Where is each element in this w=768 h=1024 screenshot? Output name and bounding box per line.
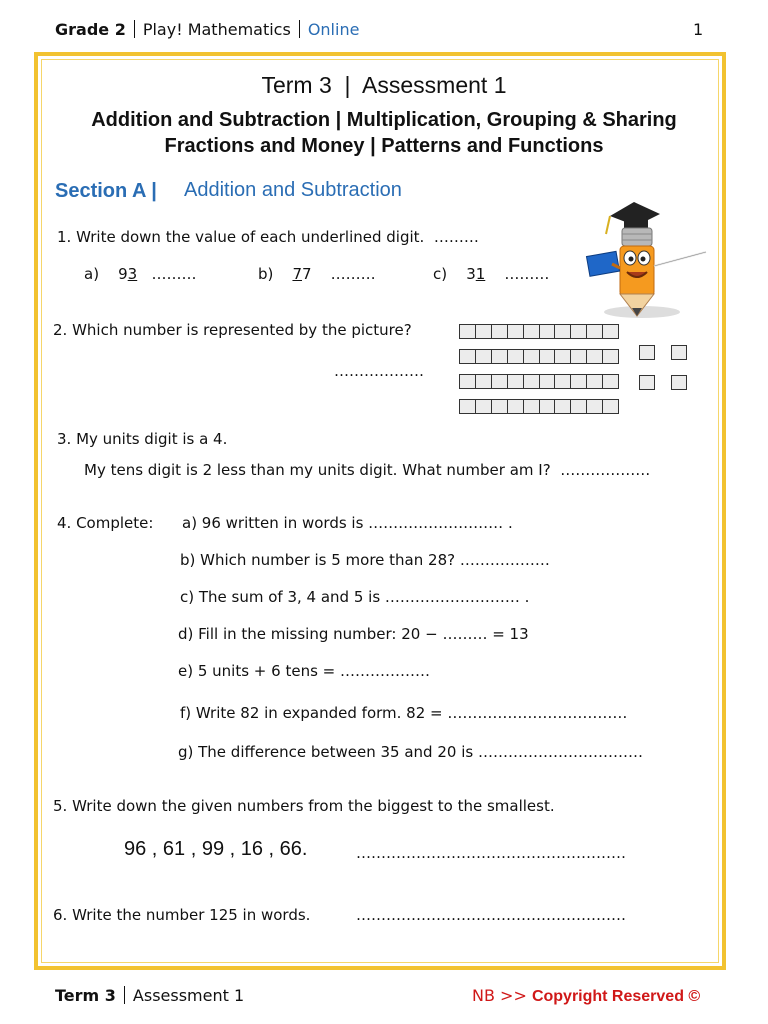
underlined-digit: 1	[475, 265, 486, 283]
question-6-prompt: 6. Write the number 125 in words.	[53, 906, 311, 924]
question-3-blank[interactable]: ………………	[560, 461, 651, 479]
copyright-notice	[472, 986, 700, 1006]
question-6-blank[interactable]: ………………………………………………	[356, 906, 626, 924]
question-4c[interactable]: c) The sum of 3, 4 and 5 is ……………………… .	[180, 588, 530, 606]
page-number: 1	[693, 20, 704, 39]
footer-term: Term 3	[55, 986, 116, 1005]
question-1b: b) 77 ………	[258, 265, 376, 283]
question-2-blank[interactable]: ………………	[334, 362, 424, 380]
question-4b[interactable]: b) Which number is 5 more than 28? ………………	[180, 551, 550, 569]
answer-blank[interactable]: ………	[330, 265, 376, 283]
unit-cube	[639, 375, 655, 390]
page-title: Term 3 | Assessment 1	[261, 72, 507, 98]
topics-line-1: Addition and Subtraction | Multiplication, Grouping & Sharing	[91, 109, 677, 131]
tens-rod	[459, 374, 619, 389]
nb-label: NB >>	[472, 986, 527, 1005]
pencil-mascot-icon	[582, 194, 712, 322]
question-5-blank[interactable]: ………………………………………………	[356, 844, 626, 862]
underlined-digit: 3	[127, 265, 138, 283]
unit-cube	[671, 375, 687, 390]
section-label: Section A |	[55, 180, 157, 202]
question-1-blank[interactable]: ………	[433, 228, 479, 246]
question-5-prompt: 5. Write down the given numbers from the biggest to the smallest.	[53, 797, 555, 815]
section-name: Addition and Subtraction	[184, 179, 402, 201]
page-header	[55, 20, 359, 39]
question-4a[interactable]: a) 96 written in words is ……………………… .	[182, 514, 513, 532]
unit-cube	[639, 345, 655, 360]
tens-rod	[459, 324, 619, 339]
question-3-line-2: My tens digit is 2 less than my units digit. What number am I? ………………	[84, 461, 651, 479]
question-1	[57, 228, 479, 246]
unit-cube	[671, 345, 687, 360]
page-footer	[55, 986, 244, 1005]
subject-label: Play! Mathematics	[142, 20, 291, 39]
mode-label: Online	[307, 20, 360, 39]
question-4d[interactable]: d) Fill in the missing number: 20 − ……… = 13	[178, 625, 529, 643]
question-4g[interactable]: g) The difference between 35 and 20 is ……………………………	[178, 743, 643, 761]
question-4e[interactable]: e) 5 units + 6 tens = ………………	[178, 662, 430, 680]
topics-line-2: Fractions and Money | Patterns and Functions	[164, 135, 604, 157]
tens-rod	[459, 399, 619, 414]
question-3-line-1: 3. My units digit is a 4.	[57, 430, 228, 448]
grade-label: Grade 2	[55, 20, 126, 39]
question-2-prompt: 2. Which number is represented by the picture?	[53, 321, 412, 339]
question-1a: a) 93 ………	[84, 265, 197, 283]
question-1-prompt: 1. Write down the value of each underlined digit.	[57, 228, 425, 246]
answer-blank[interactable]: ………	[151, 265, 197, 283]
answer-blank[interactable]: ………	[504, 265, 550, 283]
copyright-text: Copyright Reserved ©	[531, 988, 701, 1005]
question-5-numbers: 96 , 61 , 99 , 16 , 66.	[124, 838, 308, 860]
question-4-label: 4. Complete:	[57, 514, 154, 532]
footer-assessment: Assessment 1	[132, 986, 245, 1005]
underlined-digit: 7	[292, 265, 302, 283]
question-4f[interactable]: f) Write 82 in expanded form. 82 = ………………………………	[180, 704, 628, 722]
base-ten-blocks-picture	[459, 324, 699, 419]
tens-rod	[459, 349, 619, 364]
question-1c: c) 31 ………	[433, 265, 550, 283]
